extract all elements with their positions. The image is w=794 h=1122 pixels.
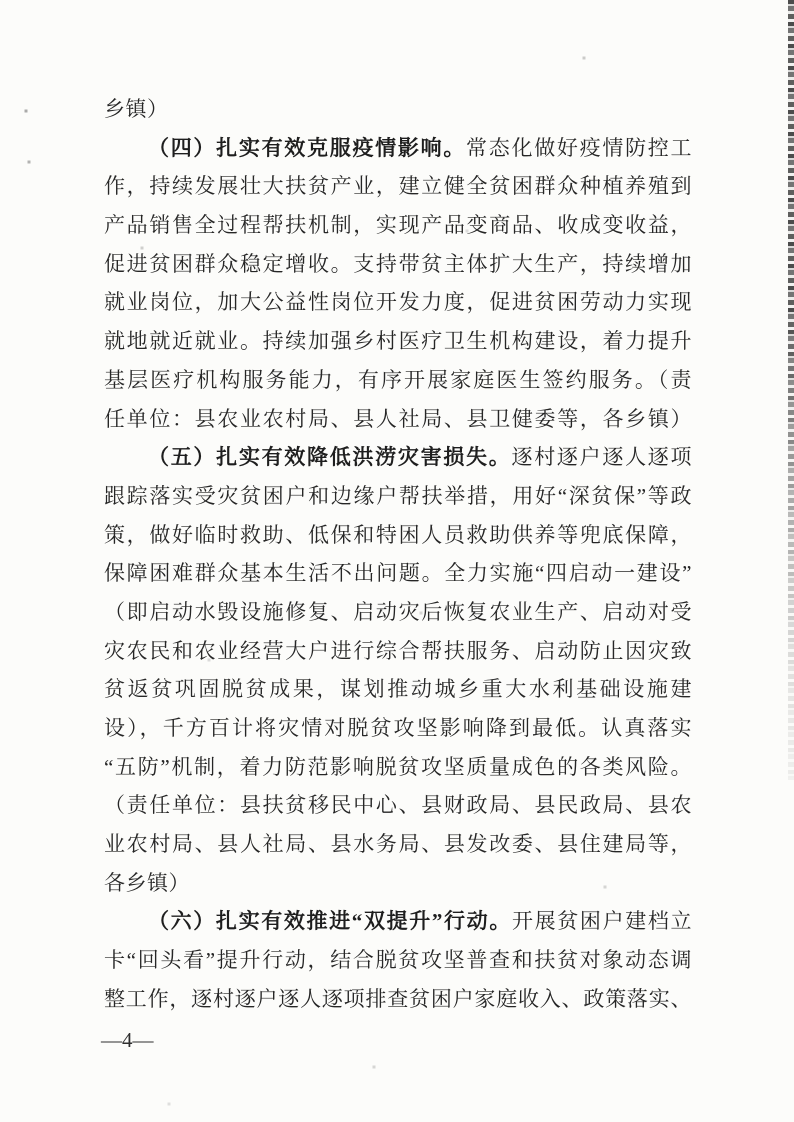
text-line: [104, 593, 692, 632]
body-text: 开展贫困户建档立: [511, 909, 692, 934]
body-text: 跟踪落实受灾贫困户和边缘户帮扶举措，用好“深贫保”等政: [104, 483, 692, 508]
scan-dust-specks: [0, 0, 2, 2]
document-body: [104, 90, 692, 1019]
text-line: [104, 748, 692, 787]
text-line: [104, 129, 692, 168]
section-heading: （四）扎实有效克服疫情影响。: [148, 135, 467, 160]
body-text: （即启动水毁设施修复、启动灾后恢复农业生产、启动对受: [104, 599, 692, 624]
text-line: [104, 90, 692, 129]
text-line: [104, 167, 692, 206]
text-line: [104, 825, 692, 864]
text-line: [104, 786, 692, 825]
text-line: [104, 438, 692, 477]
section-heading: （五）扎实有效降低洪涝灾害损失。: [148, 445, 512, 470]
body-text: 各乡镇）: [104, 870, 190, 895]
body-text: 策，做好临时救助、低保和特困人员救助供养等兜底保障，: [104, 522, 692, 547]
text-line: [104, 245, 692, 284]
body-text: 保障困难群众基本生活不出问题。全力实施“四启动一建设”: [104, 561, 692, 586]
text-line: [104, 554, 692, 593]
body-text: 就地就近就业。持续加强乡村医疗卫生机构建设，着力提升: [104, 329, 692, 354]
text-line: [104, 980, 692, 1019]
text-line: [104, 322, 692, 361]
text-line: [104, 400, 692, 439]
body-text: 作，持续发展壮大扶贫产业，建立健全贫困群众种植养殖到: [104, 174, 692, 199]
body-text: 常态化做好疫情防控工: [466, 135, 692, 160]
scan-artifact-right-edge: [788, 0, 794, 780]
text-line: [104, 632, 692, 671]
text-line: [104, 206, 692, 245]
body-text: 贫返贫巩固脱贫成果，谋划推动城乡重大水利基础设施建: [104, 677, 692, 702]
text-line: [104, 941, 692, 980]
text-line: [104, 670, 692, 709]
text-line: [104, 361, 692, 400]
body-text: 基层医疗机构服务能力，有序开展家庭医生签约服务。（责: [104, 367, 692, 392]
body-text: 整工作，逐村逐户逐人逐项排查贫困户家庭收入、政策落实、: [104, 986, 692, 1011]
text-line: [104, 709, 692, 748]
body-text: 任单位：县农业农村局、县人社局、县卫健委等，各乡镇）: [104, 406, 692, 431]
body-text: “五防”机制，着力防范影响脱贫攻坚质量成色的各类风险。: [104, 754, 692, 779]
body-text: （责任单位：县扶贫移民中心、县财政局、县民政局、县农: [104, 793, 692, 818]
text-line: [104, 864, 692, 903]
text-line: [104, 902, 692, 941]
body-text: 产品销售全过程帮扶机制，实现产品变商品、收成变收益，: [104, 213, 692, 238]
body-text: 设），千方百计将灾情对脱贫攻坚影响降到最低。认真落实: [104, 716, 692, 740]
section-heading: （六）扎实有效推进“双提升”行动。: [148, 909, 512, 934]
body-text: 灾农民和农业经营大户进行综合帮扶服务、启动防止因灾致: [104, 638, 692, 663]
body-text: 逐村逐户逐人逐项: [511, 445, 692, 470]
body-text: 促进贫困群众稳定增收。支持带贫主体扩大生产，持续增加: [104, 251, 692, 276]
text-line: [104, 516, 692, 555]
body-text: 卡“回头看”提升行动，结合脱贫攻坚普查和扶贫对象动态调: [104, 948, 692, 973]
page-number: —4—: [101, 1028, 154, 1052]
body-text: 就业岗位，加大公益性岗位开发力度，促进贫困劳动力实现: [104, 290, 692, 315]
body-text: 乡镇）: [104, 97, 169, 121]
body-text: 业农村局、县人社局、县水务局、县发改委、县住建局等，: [104, 832, 692, 857]
text-line: [104, 477, 692, 516]
text-line: [104, 283, 692, 322]
